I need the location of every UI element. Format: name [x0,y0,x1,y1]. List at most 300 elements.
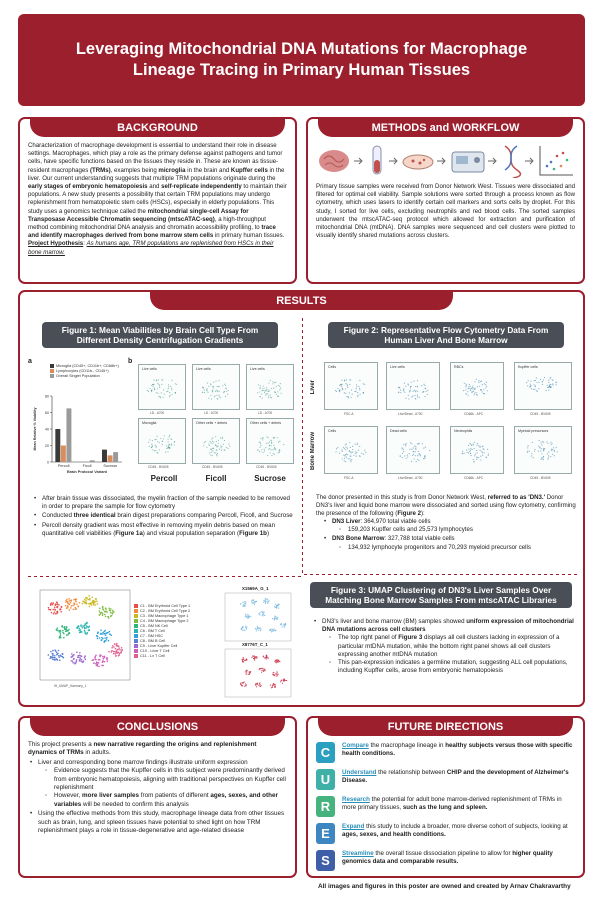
density-dot [273,445,274,446]
umap-bottom-plot [224,648,292,698]
umap-point [118,647,120,649]
umap-point [113,646,115,648]
umap-point [255,685,256,686]
density-dot [168,444,169,445]
density-dot [541,448,542,449]
density-dot [224,450,225,451]
density-dot [215,381,216,382]
density-dot [153,384,154,385]
umap-point [60,611,62,613]
umap-point [273,674,274,675]
density-dot [354,443,355,444]
umap-point [62,630,64,632]
density-dot [535,386,536,387]
umap-point [50,651,52,653]
umap-point [91,596,93,598]
umap-point [263,600,264,601]
density-dot [552,383,553,384]
density-dot [403,451,404,452]
umap-point [118,655,120,657]
fig3-sub-bullet: ◦ The top right panel of Figure 3 displays all cell clusters lacking in expression of a particular mtDNA mutation, while the bottom right panel shows all cell clusters expressing another mtDNA mutation [328,634,574,659]
density-dot [478,380,479,381]
umap-point [56,658,58,660]
conclusions-panel [18,716,297,878]
density-dot [277,391,278,392]
density-dot [534,389,535,390]
density-dot [538,382,539,383]
cures-row-compare [316,742,577,763]
col-label: Sucrose [254,474,286,483]
umap-point [241,629,242,630]
legend-swatch [134,609,138,613]
density-dot [341,449,342,450]
density-dot [423,391,424,392]
legend-swatch [134,634,138,638]
umap-legend-item [134,624,214,628]
density-dot [227,394,228,395]
density-dot [527,445,528,446]
cures-letter: U [316,769,335,790]
umap-point [80,655,82,657]
density-dot [264,390,265,391]
legend-label: C8 - BM B Cell [140,639,166,643]
density-dot [469,451,470,452]
density-dot [543,379,544,380]
density-dot [424,385,425,386]
density-dot [160,397,161,398]
density-dot [423,384,424,385]
density-dot [553,447,554,448]
density-dot [262,452,263,453]
density-dot [350,461,351,462]
density-dot [359,388,360,389]
umap-point [72,662,74,664]
density-dot [171,439,172,440]
umap-point [65,605,67,607]
density-dot [415,398,416,399]
umap-point [267,600,268,601]
umap-point [84,624,86,626]
density-dot [543,459,544,460]
density-dot [527,451,528,452]
umap-point [102,606,104,608]
umap-point [261,685,262,686]
umap-point [81,627,83,629]
density-dot [261,398,262,399]
umap-point [240,684,241,685]
umap-point [244,603,245,604]
density-dot [554,451,555,452]
density-dot [414,458,415,459]
umap-point [242,685,243,686]
fig3-title: Figure 3: UMAP Clustering of DN3's Liver Samples Over Matching Bone Marrow Samples From mtscATAC Libraries [310,582,572,608]
title-banner [18,14,585,106]
umap-point [99,614,101,616]
density-dot [483,448,484,449]
density-dot [547,443,548,444]
density-dot [260,442,261,443]
umap-point [48,654,50,656]
density-dot [462,453,463,454]
umap-point [258,630,259,631]
umap-point [121,647,123,649]
density-dot [543,448,544,449]
umap-point [99,610,101,612]
umap-point [60,637,62,639]
density-dot [158,384,159,385]
density-dot [425,447,426,448]
density-dot [345,454,346,455]
umap-point [262,612,263,613]
density-dot [202,387,203,388]
umap-point [86,598,88,600]
axis-label: Live/Dead - A700 [398,412,423,416]
density-dot [266,443,267,444]
umap-point [86,627,88,629]
density-dot [470,390,471,391]
umap-point [263,655,264,656]
umap-point [108,651,110,653]
umap-point [81,659,83,661]
umap-point [274,628,275,629]
density-dot [277,396,278,397]
density-dot [261,394,262,395]
axis-label: FSC-A [344,412,354,416]
umap-point [245,601,246,602]
density-dot [534,380,535,381]
density-dot [556,384,557,385]
density-dot [211,449,212,450]
density-dot [475,388,476,389]
density-dot [210,441,211,442]
umap-point [95,664,97,666]
y-tick-label: 20 [45,443,49,448]
density-dot [550,386,551,387]
density-dot [541,453,542,454]
umap-legend-item [134,654,214,658]
density-dot [159,442,160,443]
density-dot [484,383,485,384]
density-dot [210,384,211,385]
umap-point [95,598,97,600]
density-dot [270,439,271,440]
density-dot [466,385,467,386]
umap-point [119,649,121,651]
density-dot [466,452,467,453]
density-dot [218,440,219,441]
axis-label: CD66b - APC [464,476,484,480]
umap-point [240,683,241,684]
density-dot [207,383,208,384]
cures-letter: R [316,796,335,817]
density-dot [260,385,261,386]
umap-point [276,673,277,674]
density-dot [413,451,414,452]
umap-point [255,656,256,657]
density-dot [148,391,149,392]
density-dot [163,389,164,390]
density-dot [466,449,467,450]
umap-point [63,633,65,635]
umap-point [255,628,256,629]
umap-point [254,655,255,656]
umap-point [245,614,246,615]
density-dot [225,385,226,386]
umap-point [278,607,279,608]
density-dot [344,380,345,381]
density-dot [412,455,413,456]
density-dot [405,458,406,459]
umap-point [80,660,82,662]
density-dot [269,394,270,395]
density-dot [356,456,357,457]
density-dot [278,385,279,386]
umap-point [101,612,103,614]
umap-point [56,601,58,603]
density-dot [532,442,533,443]
umap-point [103,641,105,643]
umap-point [275,616,276,617]
umap-point [242,683,243,684]
density-dot [345,393,346,394]
density-dot [343,447,344,448]
scatter-plot-icon [537,144,575,178]
umap-legend-item [134,649,214,653]
density-dot [159,449,160,450]
density-dot [534,384,535,385]
density-dot [346,384,347,385]
umap-point [275,686,276,687]
density-dot [167,451,168,452]
density-dot [163,438,164,439]
umap-point [55,605,57,607]
umap-point [103,658,105,660]
flow-plot: Live cells [138,364,186,410]
umap-point [270,630,271,631]
flow-density-dots [128,358,296,468]
density-dot [156,439,157,440]
density-dot [264,450,265,451]
umap-point [50,609,52,611]
density-dot [547,385,548,386]
density-dot [468,445,469,446]
density-dot [541,444,542,445]
bar [102,450,107,462]
density-dot [280,383,281,384]
conclusions-sub-bullet: ◦ However, more liver samples from patients of different ages, sexes, and other variables will be needed to confirm this analysis [44,792,287,809]
x-axis-label: Brain Protocol Variant [67,470,107,474]
density-dot [212,437,213,438]
umap-point [98,665,100,667]
density-dot [151,385,152,386]
background-panel [18,117,297,284]
umap-point [75,660,77,662]
umap-point [113,653,115,655]
umap-point [108,607,110,609]
footer-note: All images and figures in this poster are owned and created by Arnav Chakravarthy [318,883,571,890]
umap-point [268,658,269,659]
density-dot [475,454,476,455]
umap-point [113,651,115,653]
umap-point [250,672,251,673]
density-dot [536,390,537,391]
umap-point [254,602,255,603]
density-dot [551,444,552,445]
density-dot [550,442,551,443]
umap-point [114,643,116,645]
umap-point [74,662,76,664]
density-dot [410,387,411,388]
umap-point [97,635,99,637]
umap-point [56,654,58,656]
density-dot [258,384,259,385]
density-dot [480,381,481,382]
umap-point [259,668,260,669]
density-dot [279,389,280,390]
umap-point [99,637,101,639]
umap-point [112,610,114,612]
fig1-bullet: • After brain tissue was dissociated, the myelin fraction of the sample needed to be removed in order to prepare the sample for flow cytometry [32,495,294,511]
density-dot [477,386,478,387]
umap-point [56,611,58,613]
density-dot [148,442,149,443]
umap-point [70,600,72,602]
density-dot [271,455,272,456]
umap-point [274,630,275,631]
density-dot [403,389,404,390]
density-dot [411,382,412,383]
umap-point [72,660,74,662]
density-dot [216,445,217,446]
density-dot [410,442,411,443]
umap-point [107,657,109,659]
density-dot [162,441,163,442]
legend-swatch [134,644,138,648]
cures-row-streamline [316,850,577,871]
umap-point [54,649,56,651]
density-dot [266,389,267,390]
density-dot [355,453,356,454]
umap-point [75,607,77,609]
density-dot [398,391,399,392]
flow-density-dots [310,358,578,478]
density-dot [363,393,364,394]
density-dot [414,445,415,446]
density-dot [472,387,473,388]
density-dot [467,395,468,396]
umap-point [68,629,70,631]
cures-text: Research the potential for adult bone marrow-derived replenishment of TRMs in more primary tissues, such as the lung and spleen. [342,796,562,812]
density-dot [217,453,218,454]
umap-point [259,627,260,628]
umap-point [97,631,99,633]
density-dot [217,398,218,399]
density-dot [344,392,345,393]
umap-point [274,617,275,618]
legend-swatch [134,629,138,633]
density-dot [212,390,213,391]
density-dot [548,382,549,383]
density-dot [411,449,412,450]
density-dot [363,454,364,455]
umap-point [104,661,106,663]
density-dot [208,386,209,387]
umap-point [52,653,54,655]
umap-point [84,599,86,601]
umap-point [104,614,106,616]
density-dot [529,386,530,387]
density-dot [478,382,479,383]
density-dot [260,387,261,388]
density-dot [345,444,346,445]
umap-point [264,657,265,658]
density-dot [176,384,177,385]
density-dot [530,384,531,385]
legend-swatch [50,369,54,373]
fig2-text: The donor presented in this study is from Donor Network West, referred to as 'DN3.' Donor DN3's liver and liquid bone marrow were dissociated and sorted using flow cytometry, confirming the presence of the following (Figure 2): • DN3 Liver: 364,970 total viable cells ◦ 159,203 Kupffer cells and 25,573 lymphocytes • DN3 Bone Marrow: 327,788 total viable cells ◦ 134,932 lymphocyte progenitors and 70,293 myeloid precursor cells [316,494,576,553]
umap-point [110,608,112,610]
density-dot [347,454,348,455]
fig1b-label: b [128,358,133,365]
density-dot [468,388,469,389]
density-dot [158,396,159,397]
density-dot [364,384,365,385]
density-dot [400,392,401,393]
density-dot [355,451,356,452]
fig1a-legend [50,364,130,379]
legend-swatch [134,614,138,618]
conclusions-heading: CONCLUSIONS [30,718,285,736]
umap-point [50,604,52,606]
density-dot [474,381,475,382]
density-dot [342,388,343,389]
umap-point [61,626,63,628]
density-dot [527,385,528,386]
density-dot [353,455,354,456]
density-dot [361,453,362,454]
density-dot [548,455,549,456]
density-dot [548,390,549,391]
density-dot [147,390,148,391]
x-tick-label: Percoll [57,464,70,468]
density-dot [222,437,223,438]
flow-plot: Other cells + debris [192,418,240,464]
axis-label: CD45 - BV605 [256,465,277,469]
density-dot [218,394,219,395]
legend-label: C10 - Liver T Cell [140,649,170,653]
density-dot [473,388,474,389]
flow-plot: Live cells [386,362,440,410]
density-dot [417,455,418,456]
umap-point [62,653,64,655]
density-dot [152,384,153,385]
umap-point [257,628,258,629]
density-dot [535,380,536,381]
density-dot [159,387,160,388]
umap-point [97,603,99,605]
legend-label: C9 - Liver Kupffer Cell [140,644,178,648]
umap-legend-item [134,639,214,643]
density-dot [530,385,531,386]
density-dot [264,387,265,388]
umap-point [104,637,106,639]
umap-point [273,683,274,684]
umap-legend-item [134,614,214,618]
density-dot [419,454,420,455]
umap-point [263,670,264,671]
umap-point [247,615,248,616]
density-dot [471,392,472,393]
